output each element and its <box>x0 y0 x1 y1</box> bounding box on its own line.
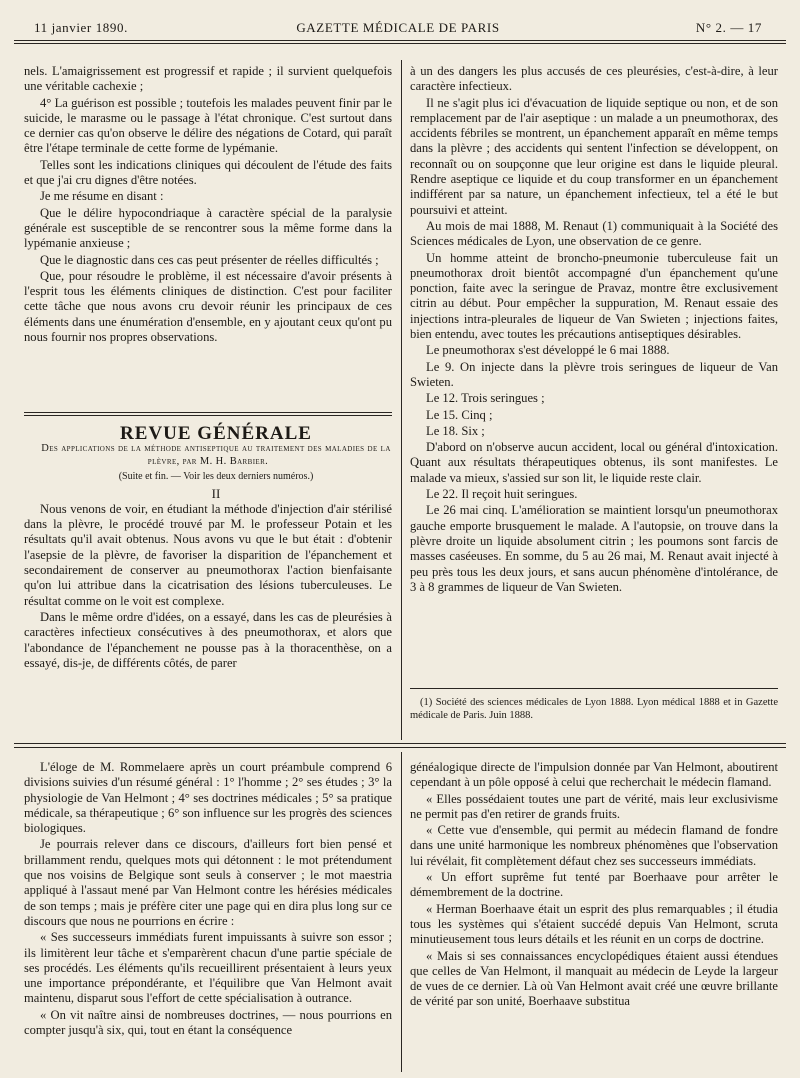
section-rule-1 <box>24 412 392 413</box>
paragraph: Le 15. Cinq ; <box>426 407 493 422</box>
header-rule-bottom <box>14 43 786 44</box>
upper-right-column <box>410 64 778 684</box>
paragraph: Le 18. Six ; <box>426 423 485 438</box>
paragraph: « On vit naître ainsi de nombreuses doctrines, — nous pourrions en compter jusqu'à six, qui, tout en étant la conséquence <box>24 1007 392 1038</box>
paragraph: « Herman Boerhaave était un esprit des plus remarquables ; il étudia tous les systèmes qui s'étaient succédé depuis Van Helmont, scruta minutieusement tous leurs détails et les réunit en un corps de doctrine. <box>410 901 778 947</box>
paragraph: Telles sont les indications cliniques qui découlent de l'étude des faits et que j'ai cru dignes d'être notées. <box>24 157 392 188</box>
header-rule-top <box>14 40 786 41</box>
article-subtitle: Des applications de la méthode antiseptique au traitement des maladies de la plèvre, par M. H. Barbier. <box>41 443 391 468</box>
paragraph: « Cette vue d'ensemble, qui permit au médecin flamand de fondre dans une unité harmonique les nombreux phénomènes que l'observation lui révélait, fit complètement défaut chez ses successeurs immédiats. <box>410 823 778 868</box>
section-number: II <box>211 485 221 501</box>
footnote: (1) Société des sciences médicales de Lyon 1888. Lyon médical 1888 et in Gazette médicale de Paris. Juin 1888. <box>410 697 778 721</box>
lower-right-column <box>410 760 778 1072</box>
column-rule-lower <box>401 752 402 1072</box>
section-heading: REVUE GÉNÉRALE <box>120 423 312 444</box>
paragraph: Un homme atteint de broncho-pneumonie tuberculeuse fait un pneumothorax droit bientôt accompagné d'un épanchement qu'une ponction, faite avec la seringue de Pravaz, montre être exclusivement citrin au début. Pour empêcher la suppuration, M. Renaut essaie des injections intra-pleurales de liqueur de Van Swieten ; injections faites, bien entendu, avec toutes les précautions antiseptiques désirables. <box>410 250 778 342</box>
paragraph: Je pourrais relever dans ce discours, d'ailleurs fort bien pensé et brillamment rendu, quelques mots qui détonnent : le mot prétendument que nos voisins de Belgique sont seuls à conserver ; le mot maestria appliqué à l'assaut mené par Van Helmont contre les hérésies médicales de son temps ; mais je préfère citer une page qui en dira plus long sur ce discours que nous ne pourrions en écrire : <box>24 837 392 928</box>
running-head <box>34 20 762 38</box>
paragraph: « Ses successeurs immédiats furent impuissants à suivre son essor ; ils limitèrent leur tâche et s'emparèrent chacun d'une partie spéciale de ses procédés. Les éléments qu'ils recueillirent présentaient à leurs yeux une importance prépondérante, et l'équilibre que Van Helmont avait maintenu, disparut sous l'effort de cette spécialisation à outrance. <box>24 930 392 1006</box>
page-divider-rule-1 <box>14 743 786 744</box>
continuation-note: (Suite et fin. — Voir les deux derniers numéros.) <box>118 471 314 483</box>
paragraph: à un des dangers les plus accusés de ces pleurésies, c'est-à-dire, à leur caractère infectieux. <box>410 64 778 94</box>
lower-left-column <box>24 760 392 1072</box>
footnote-rule <box>410 688 778 689</box>
paragraph: « Mais si ses connaissances encyclopédiques étaient aussi étendues que celles de Van Helmont, il manquait au médecin de Leyde la largeur de vues de ce dernier. Là où Van Helmont avait créé une œuvre brillante de vérité par son unité, Boerhaave substitua <box>410 948 778 1009</box>
paragraph: Le 9. On injecte dans la plèvre trois seringues de liqueur de Van Swieten. <box>410 359 778 389</box>
paragraph: 4° La guérison est possible ; toutefois les malades peuvent finir par le suicide, le marasme ou le passage à l'état chronique. C'est surtout dans ce dernier cas qu'on observe le délire des négations de Cotard, qui paraît être l'étape terminale de cette forme de lypémanie. <box>24 95 392 156</box>
paragraph: D'abord on n'observe aucun accident, local ou général d'intoxication. Quant aux résultats thérapeutiques obtenus, ils sont manifestes. Le malade va mieux, s'assied sur son lit, le liquide reste clair. <box>410 440 778 485</box>
paragraph: « Elles possédaient toutes une part de vérité, mais leur exclusivisme ne permit pas d'en retirer de grands fruits. <box>410 791 778 821</box>
paragraph: Le 12. Trois seringues ; <box>426 391 545 406</box>
paragraph: Dans le même ordre d'idées, on a essayé, dans les cas de pleurésies à caractères infectieux consécutives à des pneumothorax, et alors que l'abondance de l'épanchement ne pousse pas à la thoracenthèse, on a essayé, dis-je, de différents côtés, de parer <box>24 609 392 670</box>
paragraph: Le pneumothorax s'est développé le 6 mai 1888. <box>426 343 670 358</box>
paragraph: Que le diagnostic dans ces cas peut présenter de réelles difficultés ; <box>40 252 379 267</box>
section-rule-2 <box>24 415 392 416</box>
paragraph: nels. L'amaigrissement est progressif et rapide ; il survient quelquefois une véritable cachexie ; <box>24 64 392 94</box>
paragraph: Nous venons de voir, en étudiant la méthode d'injection d'air stérilisé dans la plèvre, le procédé trouvé par M. le professeur Potain et les résultats qu'il avait obtenus. Nous avons vu que le but était : d'obtenir l'asepsie de la plèvre, de favoriser la disparition de l'épanchement et secondairement de conserver au pneumothorax l'action bienfaisante qu'on lui attribue dans la cicatrisation des lésions tuberculeuses. Le résultat comme on le voit est complexe. <box>24 501 392 608</box>
page-divider-rule-2 <box>14 747 786 748</box>
paragraph: Que, pour résoudre le problème, il est nécessaire d'avoir présents à l'esprit tous les éléments cliniques de distinction. C'est pour faciliter cette tâche que nous avons cru devoir réunir les principaux de ces éléments dans une énumération d'ensemble, en y ajoutant ceux qu'ont pu nous fournir nos propres observations. <box>24 268 392 345</box>
paragraph: généalogique directe de l'impulsion donnée par Van Helmont, aboutirent cependant à un pôle opposé à celui que recherchait le médecin flamand. <box>410 760 778 790</box>
paragraph: Je me résume en disant : <box>40 189 164 204</box>
paragraph: Il ne s'agit plus ici d'évacuation de liquide septique ou non, et de son remplacement par de l'air aseptique : un malade a un pneumothorax, des accidents fébriles se montrent, un épanchement apparaît en même temps dans la plèvre ; des accidents qui sentent l'infection se développent, on reconnaît ou on soupçonne que leur origine est dans le liquide pleural. Rendre aseptique ce liquide et du coup transformer en un épanchement indifférent par sa nature, un épanchement infectieux, tel a été le but poursuivi et atteint. <box>410 95 778 217</box>
paragraph: Le 22. Il reçoit huit seringues. <box>426 487 578 502</box>
issue-date: 11 janvier 1890. <box>34 20 128 35</box>
paragraph: Le 26 mai cinq. L'amélioration se maintient lorsqu'un pneumothorax gauche emporte brusquement le malade. A l'autopsie, on trouve dans la plèvre droite un liquide absolument citrin ; les poumons sont farcis de masses caséeuses. En somme, du 5 au 26 mai, M. Renaut avait injecté à peu près tous les deux jours, et sans aucun phénomène d'intolérance, de 3 à 8 grammes de liqueur de Van Swieten. <box>410 503 778 594</box>
revue-generale-section <box>24 423 392 736</box>
paragraph: Que le délire hypocondriaque à caractère spécial de la paralysie générale est susceptible de se rencontrer sous la même forme dans la lypémanie anxieuse ; <box>24 205 392 251</box>
paragraph: L'éloge de M. Rommelaere après un court préambule comprend 6 divisions suivies d'un résumé général : 1° l'homme ; 2° ses études ; 3° la physiologie de Van Helmont ; 4° ses doctrines médicales ; 5° sa pratique médicale, sa thérapeutique ; 6° son influence sur les progrès des sciences biologiques. <box>24 760 392 836</box>
journal-title: GAZETTE MÉDICALE DE PARIS <box>296 20 500 35</box>
paragraph: Au mois de mai 1888, M. Renaut (1) communiquait à la Société des Sciences médicales de Lyon, une observation de ce genre. <box>410 218 778 249</box>
issue-page-number: N° 2. — 17 <box>695 20 762 35</box>
paragraph: « Un effort suprême fut tenté par Boerhaave pour arrêter le démembrement de la doctrine. <box>410 870 778 900</box>
column-rule-upper <box>401 60 402 740</box>
upper-left-column <box>24 64 392 414</box>
